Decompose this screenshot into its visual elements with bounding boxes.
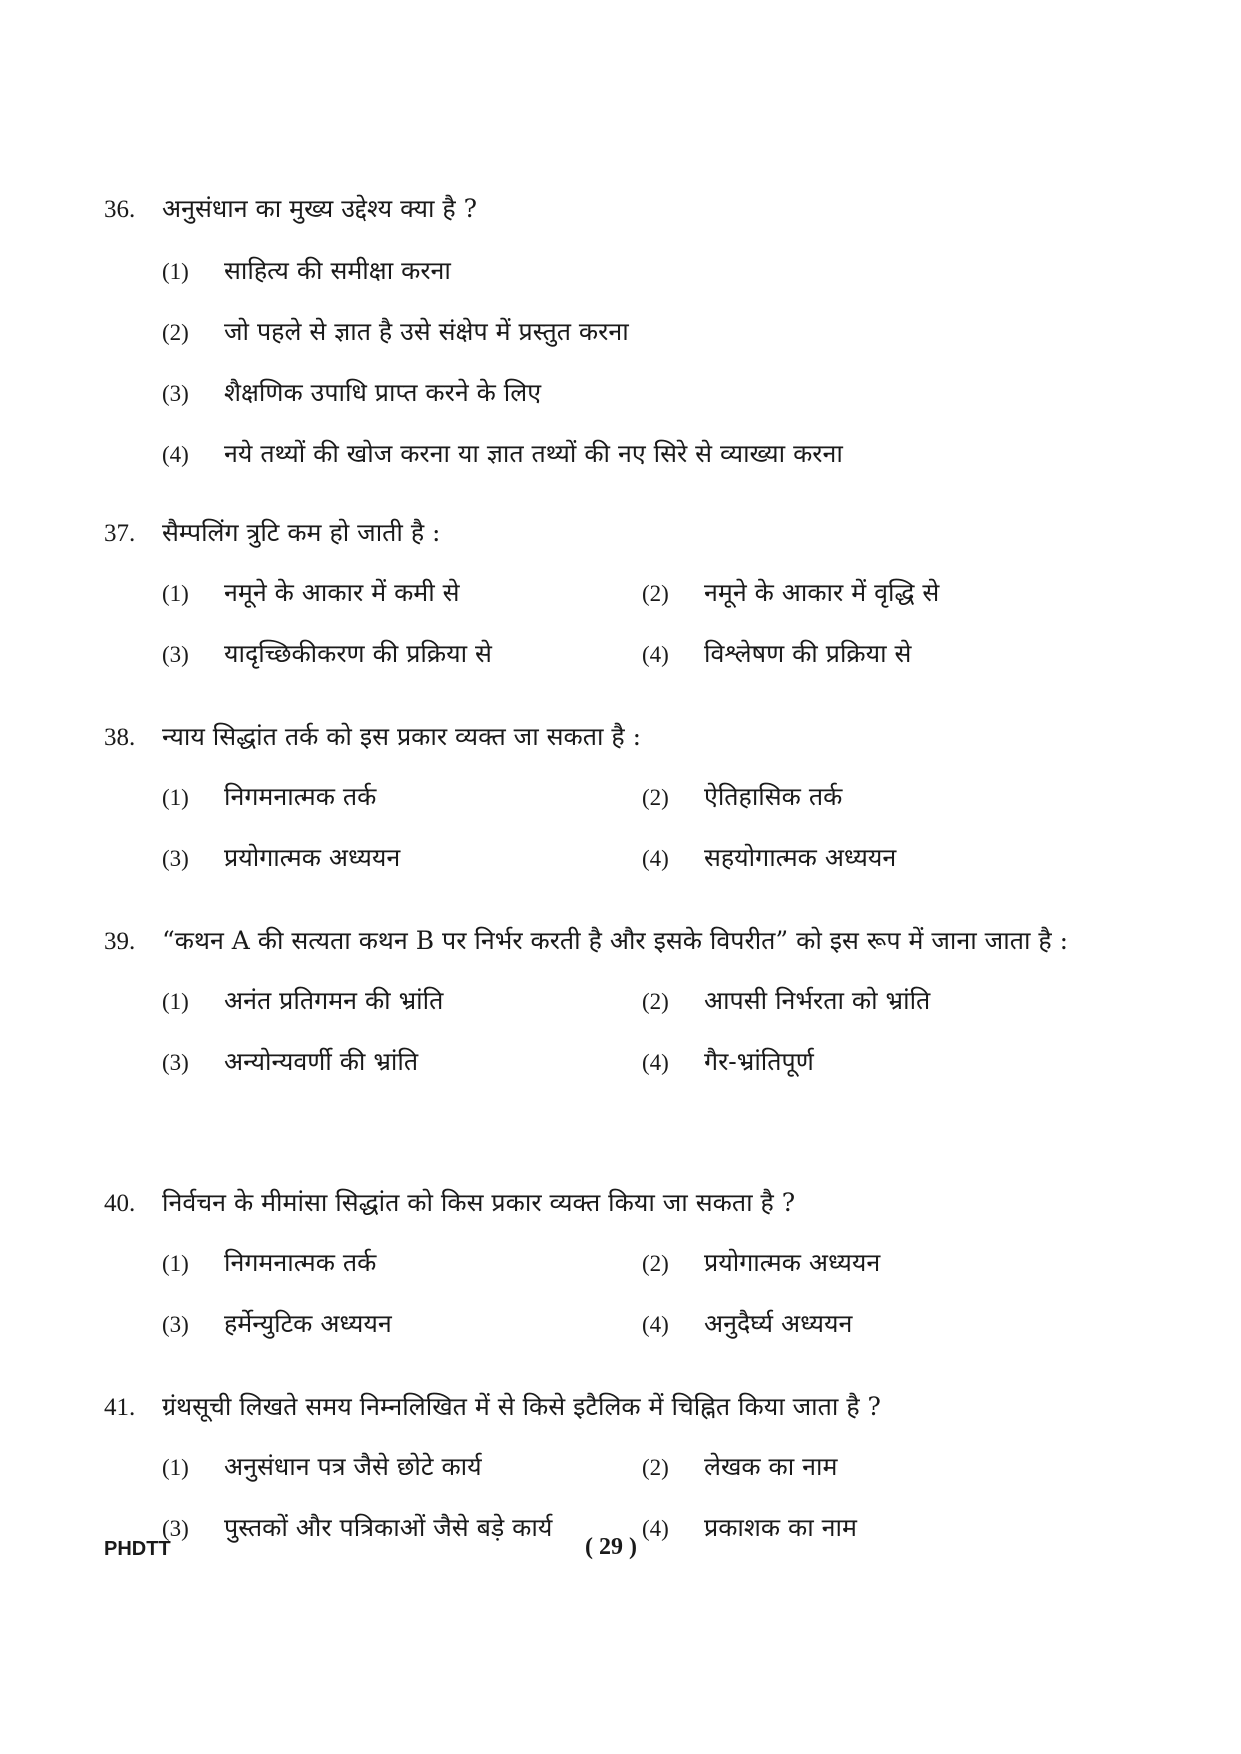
option bbox=[162, 562, 642, 623]
option bbox=[162, 1293, 642, 1354]
option-number: (3) bbox=[162, 642, 189, 667]
option-number: (2) bbox=[642, 1455, 669, 1480]
option-text: अनुसंधान पत्र जैसे छोटे कार्य bbox=[224, 1452, 482, 1481]
option-number: (3) bbox=[162, 1516, 189, 1541]
option-text: ऐतिहासिक तर्क bbox=[704, 782, 843, 811]
option-number: (1) bbox=[162, 259, 189, 284]
option-text: लेखक का नाम bbox=[704, 1452, 838, 1481]
question-36 bbox=[104, 180, 1181, 484]
option-number: (1) bbox=[162, 989, 189, 1014]
option bbox=[642, 766, 1181, 827]
option-text: जो पहले से ज्ञात है उसे संक्षेप में प्रस्तुत करना bbox=[224, 317, 629, 346]
option-number: (2) bbox=[162, 320, 189, 345]
option-number: (1) bbox=[162, 1251, 189, 1276]
option-text: निगमनात्मक तर्क bbox=[224, 1248, 377, 1277]
option bbox=[162, 423, 1181, 484]
option-number: (2) bbox=[642, 785, 669, 810]
option bbox=[642, 1031, 1181, 1092]
question-number: 37. bbox=[104, 520, 136, 547]
option-text: साहित्य की समीक्षा करना bbox=[224, 256, 451, 285]
option-text: नये तथ्यों की खोज करना या ज्ञात तथ्यों की नए सिरे से व्याख्या करना bbox=[224, 439, 843, 468]
option bbox=[642, 623, 1181, 684]
option bbox=[162, 1232, 642, 1293]
option-text: पुस्तकों और पत्रिकाओं जैसे बड़े कार्य bbox=[224, 1513, 553, 1542]
option-text: हर्मेन्युटिक अध्ययन bbox=[224, 1309, 392, 1338]
option bbox=[642, 1497, 1181, 1558]
option-number: (3) bbox=[162, 846, 189, 871]
option-number: (4) bbox=[642, 1516, 669, 1541]
option bbox=[642, 1232, 1181, 1293]
option bbox=[162, 1497, 642, 1558]
question-text: न्याय सिद्धांत तर्क को इस प्रकार व्यक्त जा सकता है : bbox=[162, 722, 642, 751]
option bbox=[162, 970, 642, 1031]
option-number: (3) bbox=[162, 1312, 189, 1337]
option-text: प्रयोगात्मक अध्ययन bbox=[224, 843, 401, 872]
question-text: सैम्पलिंग त्रुटि कम हो जाती है : bbox=[162, 518, 441, 547]
option-number: (4) bbox=[162, 442, 189, 467]
option-text: प्रकाशक का नाम bbox=[704, 1513, 857, 1542]
option-text: अन्योन्यवर्णी की भ्रांति bbox=[224, 1047, 419, 1076]
option-text: यादृच्छिकीकरण की प्रक्रिया से bbox=[224, 639, 492, 668]
option bbox=[162, 623, 642, 684]
option bbox=[642, 562, 1181, 623]
question-number: 39. bbox=[104, 928, 136, 955]
option-text: अनंत प्रतिगमन की भ्रांति bbox=[224, 986, 444, 1015]
question-number: 38. bbox=[104, 724, 136, 751]
question-text: अनुसंधान का मुख्य उद्देश्य क्या है ? bbox=[162, 194, 477, 223]
option bbox=[162, 827, 642, 888]
option-text: आपसी निर्भरता को भ्रांति bbox=[704, 986, 931, 1015]
question-40 bbox=[104, 1174, 1181, 1354]
option-number: (1) bbox=[162, 785, 189, 810]
question-number: 36. bbox=[104, 196, 136, 223]
option-text: शैक्षणिक उपाधि प्राप्त करने के लिए bbox=[224, 378, 542, 407]
option-text: निगमनात्मक तर्क bbox=[224, 782, 377, 811]
option-number: (3) bbox=[162, 381, 189, 406]
option-number: (4) bbox=[642, 1312, 669, 1337]
option bbox=[162, 240, 1181, 301]
option-number: (4) bbox=[642, 642, 669, 667]
option bbox=[162, 301, 1181, 362]
page-number: ( 29 ) bbox=[585, 1534, 637, 1560]
option-text: गैर-भ्रांतिपूर्ण bbox=[704, 1047, 814, 1076]
option-number: (3) bbox=[162, 1050, 189, 1075]
option-text: अनुदैर्घ्य अध्ययन bbox=[704, 1309, 853, 1338]
question-39 bbox=[104, 912, 1181, 1092]
option-text: नमूने के आकार में कमी से bbox=[224, 578, 460, 607]
question-38 bbox=[104, 708, 1181, 888]
option bbox=[642, 1293, 1181, 1354]
option-text: नमूने के आकार में वृद्धि से bbox=[704, 578, 940, 607]
option bbox=[162, 766, 642, 827]
option bbox=[642, 970, 1181, 1031]
question-41 bbox=[104, 1378, 1181, 1558]
option-text: प्रयोगात्मक अध्ययन bbox=[704, 1248, 881, 1277]
option-number: (2) bbox=[642, 1251, 669, 1276]
option-number: (2) bbox=[642, 989, 669, 1014]
option-number: (2) bbox=[642, 581, 669, 606]
question-37 bbox=[104, 504, 1181, 684]
option-number: (4) bbox=[642, 846, 669, 871]
question-number: 40. bbox=[104, 1190, 136, 1217]
question-text: “कथन A की सत्यता कथन B पर निर्भर करती है और इसके विपरीत” को इस रूप में जाना जाता है : bbox=[162, 926, 1069, 955]
question-text: निर्वचन के मीमांसा सिद्धांत को किस प्रकार व्यक्त किया जा सकता है ? bbox=[162, 1188, 796, 1217]
option bbox=[162, 362, 1181, 423]
option bbox=[162, 1031, 642, 1092]
option bbox=[642, 1436, 1181, 1497]
option bbox=[162, 1436, 642, 1497]
option-text: विश्लेषण की प्रक्रिया से bbox=[704, 639, 912, 668]
option bbox=[642, 827, 1181, 888]
question-text: ग्रंथसूची लिखते समय निम्नलिखित में से किसे इटैलिक में चिह्नित किया जाता है ? bbox=[162, 1392, 881, 1421]
option-number: (1) bbox=[162, 581, 189, 606]
option-number: (1) bbox=[162, 1455, 189, 1480]
option-number: (4) bbox=[642, 1050, 669, 1075]
question-number: 41. bbox=[104, 1394, 136, 1421]
paper-code: PHDTT bbox=[104, 1538, 171, 1560]
option-text: सहयोगात्मक अध्ययन bbox=[704, 843, 897, 872]
